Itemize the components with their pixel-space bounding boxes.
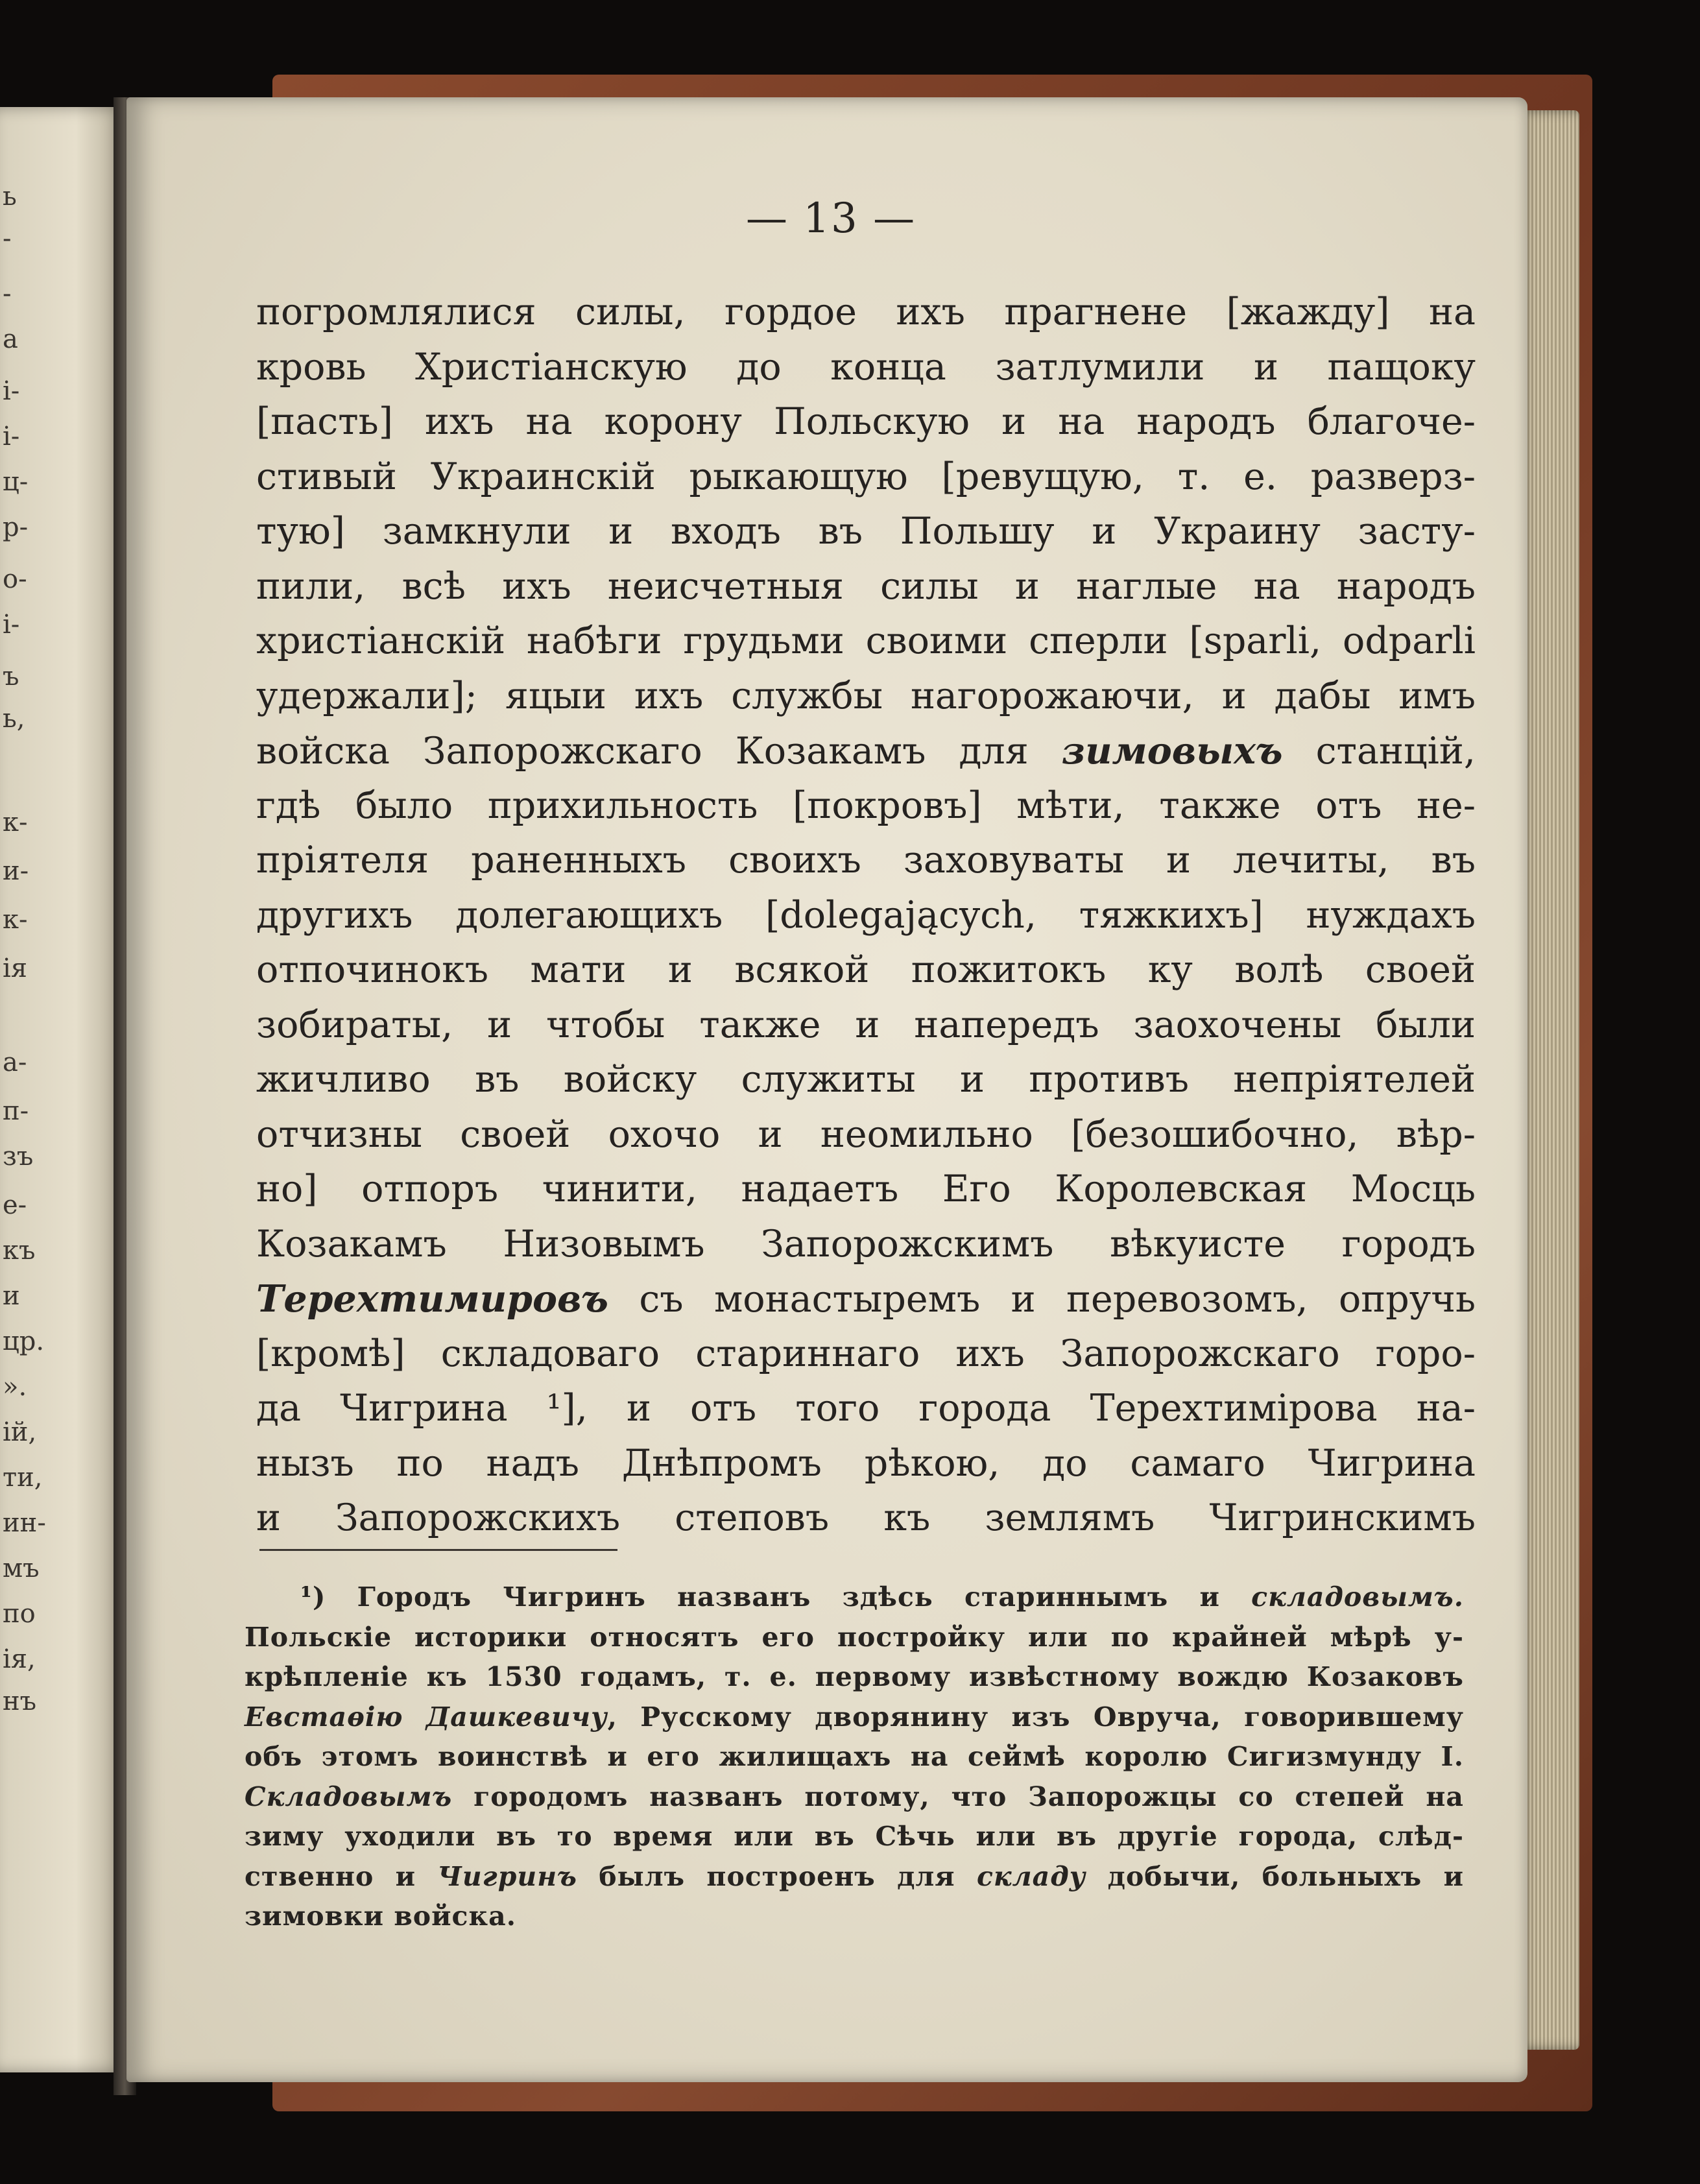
body-text-line [256, 1113, 1476, 1156]
text-segment: тую] замкнули и входъ въ Польшу и Украину засту- [256, 510, 1476, 553]
left-page-fragment: ти, [3, 1463, 43, 1493]
text-segment: [пасть] ихъ на корону Польскую и на народъ благоче- [256, 400, 1476, 443]
footnote-line [245, 1821, 1464, 1852]
body-text-line [256, 1387, 1476, 1430]
left-page-fragment: цр. [3, 1326, 45, 1356]
left-page-fragment: - [3, 279, 12, 309]
body-text-line [256, 1223, 1476, 1266]
body-text-line [256, 1003, 1476, 1046]
text-segment: погромлялися силы, гордое ихъ прагнене [жажду] на [256, 291, 1476, 333]
footnote-rule [259, 1549, 617, 1551]
footnote-line [245, 1741, 1464, 1772]
left-page-fragment: ъ [3, 662, 19, 691]
body-text-line [256, 510, 1476, 553]
text-segment: кровь Христіанскую до конца затлумили и пащоку [256, 345, 1476, 389]
italic-text: Евстаѳію Дашкевичу [245, 1701, 608, 1733]
text-segment: другихъ долегающихъ [dolegających, тяжкихъ] нуждахъ [256, 893, 1476, 937]
body-text-line [256, 400, 1476, 443]
left-page-fragment: і- [3, 610, 20, 640]
left-page-fragment: - [3, 224, 12, 254]
text-segment: зимовки войска. [245, 1901, 516, 1932]
text-segment: гдѣ было прихильность [покровъ] мѣти, также отъ не- [256, 784, 1476, 827]
text-segment: нызъ по надъ Днѣпромъ рѣкою, до самаго Чигрина [256, 1441, 1476, 1485]
body-text-line [256, 455, 1476, 498]
body-text-line [256, 346, 1476, 389]
italic-text: складовымъ. [1251, 1581, 1464, 1613]
left-page-fragment: ь [3, 182, 17, 211]
left-page-fragment: а [3, 324, 18, 354]
italic-text: Чигринъ [437, 1860, 577, 1892]
left-page-fragment: зъ [3, 1142, 34, 1171]
body-text-line [256, 675, 1476, 717]
text-segment: Польскіе историки относятъ его постройку или по крайней мѣрѣ у- [245, 1621, 1464, 1653]
body-text-line [256, 729, 1476, 773]
body-text-line [256, 1442, 1476, 1485]
body-text-line [256, 291, 1476, 333]
text-segment: удержали]; яцыи ихъ службы нагорожаючи, и дабы имъ [256, 674, 1476, 717]
left-page-fragment: къ [3, 1236, 36, 1266]
body-text-line [256, 1168, 1476, 1210]
left-page-fragment: ин- [3, 1508, 46, 1538]
left-page-fragment: к- [3, 808, 28, 837]
text-segment: пили, всѣ ихъ неисчетныя силы и наглые на народъ [256, 564, 1476, 608]
left-page-fragment: п- [3, 1096, 29, 1126]
footnote-line [245, 1661, 1464, 1692]
left-page-fragment: нъ [3, 1686, 37, 1716]
left-page-fragment: и [3, 1281, 20, 1311]
left-page-fragment: о- [3, 564, 27, 594]
italic-text: складу [976, 1860, 1086, 1892]
left-page [0, 107, 126, 2072]
left-page-fragment: ія [3, 954, 28, 983]
left-page-fragment: і- [3, 376, 20, 406]
left-page-fragment: ь, [3, 704, 25, 734]
left-page-fragment: а- [3, 1048, 27, 1077]
body-text-line [256, 565, 1476, 608]
text-segment: съ монастыремъ и перевозомъ, опручь [608, 1278, 1476, 1321]
body-text-line [256, 894, 1476, 937]
text-segment: войска Запорожскаго Козакамъ для [256, 730, 1062, 773]
italic-text: Терехтимировъ [256, 1277, 608, 1321]
left-page-fragment: ц- [3, 467, 29, 497]
left-page-fragment: мъ [3, 1554, 40, 1583]
body-text-line [256, 1277, 1476, 1321]
text-segment: стивый Украинскій рыкающую [ревущую, т. е. разверз- [256, 455, 1476, 498]
left-page-fragment: и- [3, 856, 29, 886]
text-segment: пріятеля раненныхъ своихъ заховуваты и лечиты, въ [256, 839, 1476, 882]
body-text-line [256, 839, 1476, 882]
text-segment: ственно и [245, 1860, 438, 1892]
left-page-fragment: і- [3, 422, 20, 451]
left-page-fragment: к- [3, 905, 28, 935]
text-segment: жичливо въ войску служиты и противъ непріятелей [256, 1058, 1476, 1101]
footnote-line [245, 1701, 1464, 1733]
text-segment: городомъ названъ потому, что Запорожцы со степей на [452, 1781, 1464, 1812]
body-text-line [256, 1496, 1476, 1539]
body-text-line [256, 1332, 1476, 1375]
left-page-fragment: е- [3, 1190, 27, 1220]
left-page-fragment: ». [3, 1372, 27, 1402]
text-segment: христіанскій набѣги грудьми своими сперли [sparli, odparli [256, 619, 1476, 662]
left-page-fragment: р- [3, 512, 29, 542]
text-segment: станцій, [1282, 730, 1476, 773]
footnote-line [245, 1781, 1464, 1812]
text-segment: [кромѣ] складоваго стариннаго ихъ Запорожскаго горо- [256, 1332, 1476, 1375]
text-segment: Козакамъ Низовымъ Запорожскимъ вѣкуисте городъ [256, 1222, 1476, 1266]
footnote-line [245, 1901, 1464, 1932]
text-segment: но] отпоръ чинити, надаетъ Его Королевская Мосць [256, 1168, 1476, 1210]
text-segment: крѣпленіе къ 1530 годамъ, т. е. первому извѣстному вождю Козаковъ [245, 1661, 1464, 1692]
text-segment: зиму уходили въ то время или въ Сѣчь или въ другіе города, слѣд- [245, 1821, 1464, 1852]
text-segment: , Русскому дворянину изъ Овруча, говорившему [607, 1701, 1464, 1733]
left-page-fragment: по [3, 1599, 36, 1629]
text-segment: зобираты, и чтобы также и напередъ заохочены были [256, 1003, 1476, 1046]
text-segment: объ этомъ воинствѣ и его жилищахъ на сеймѣ королю Сигизмунду I. [245, 1741, 1464, 1772]
text-segment: отчизны своей охочо и неомильно [безошибочно, вѣр- [256, 1112, 1476, 1156]
page-number: — 13 — [745, 195, 916, 243]
text-segment: да Чигрина ¹], и отъ того города Терехтимірова на- [256, 1387, 1476, 1430]
footnote-line [245, 1861, 1464, 1892]
footnote-line [245, 1622, 1464, 1653]
body-text-line [256, 1058, 1476, 1101]
body-text-line [256, 619, 1476, 662]
text-segment: и Запорожскихъ степовъ къ землямъ Чигринскимъ [256, 1496, 1476, 1539]
footnote-line [300, 1581, 1464, 1613]
italic-text: Складовымъ [245, 1781, 453, 1812]
left-page-fragment: ія, [3, 1644, 36, 1674]
text-segment: ¹) Городъ Чигринъ названъ здѣсь стариннымъ и [300, 1581, 1252, 1613]
text-segment: былъ построенъ для [577, 1860, 977, 1892]
left-page-fragment: ій, [3, 1417, 37, 1447]
body-text-line [256, 784, 1476, 827]
text-segment: отпочинокъ мати и всякой пожитокъ ку волѣ своей [256, 948, 1476, 991]
body-text-line [256, 948, 1476, 991]
right-page [126, 97, 1527, 2082]
text-segment: добычи, больныхъ и [1086, 1860, 1464, 1892]
italic-text: зимовыхъ [1061, 729, 1283, 773]
